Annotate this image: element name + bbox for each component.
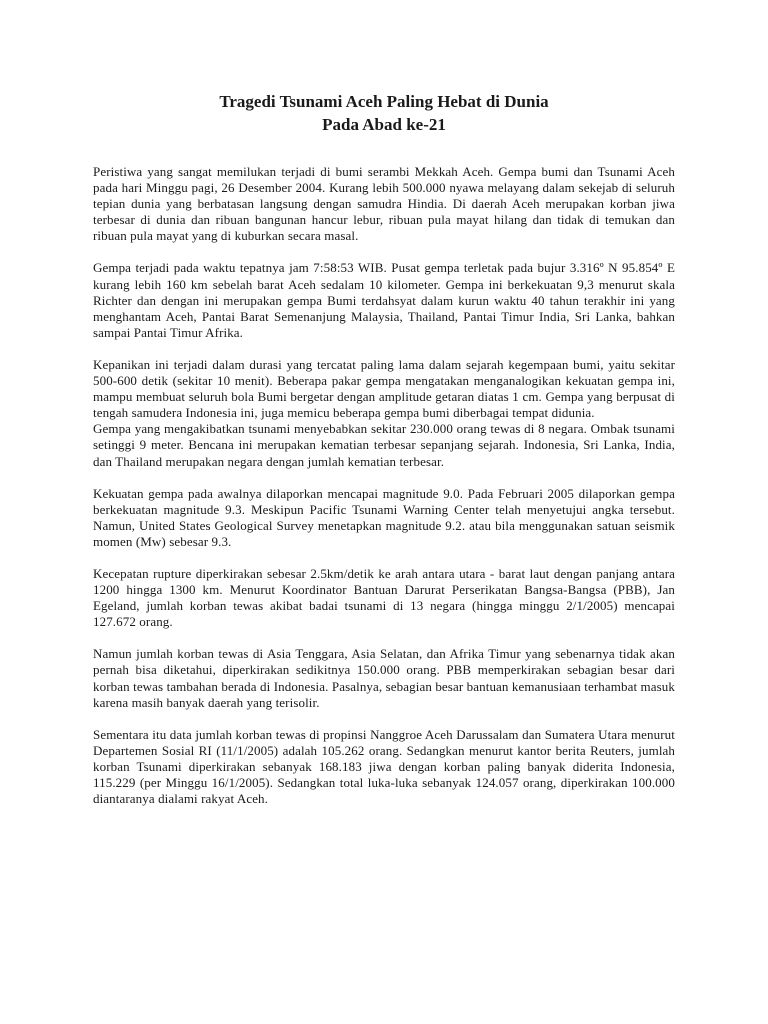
paragraph-2: Gempa terjadi pada waktu tepatnya jam 7:58:53 WIB. Pusat gempa terletak pada bujur 3.316º N 95.854º E kurang lebih 160 km sebelah barat Aceh sedalam 10 kilometer. Gempa ini berkekuatan 9,3 menurut skala Richter dan dengan ini merupakan gempa Bumi terdahsyat dalam kurun waktu 40 tahun terakhir ini yang menghantam Aceh, Pantai Barat Semenanjung Malaysia, Thailand, Pantai Timur India, Sri Lanka, bahkan sampai Pantai Timur Afrika.	[93, 260, 675, 340]
title-line-2: Pada Abad ke-21	[322, 115, 446, 134]
document-page	[93, 90, 675, 823]
paragraph-4: Gempa yang mengakibatkan tsunami menyebabkan sekitar 230.000 orang tewas di 8 negara. Ombak tsunami setinggi 9 meter. Bencana ini merupakan kematian terbesar sepanjang sejarah. Indonesia, Sri Lanka, India, dan Thailand merupakan negara dengan jumlah kematian terbesar.	[93, 421, 675, 469]
paragraph-3: Kepanikan ini terjadi dalam durasi yang tercatat paling lama dalam sejarah kegempaan bumi, yaitu sekitar 500-600 detik (sekitar 10 menit). Beberapa pakar gempa mengatakan menganalogikan kekuatan gempa ini, mampu membuat seluruh bola Bumi bergetar dengan amplitude getaran diatas 1 cm. Gempa yang berpusat di tengah samudera Indonesia ini, juga memicu beberapa gempa bumi diberbagai tempat didunia.	[93, 356, 675, 421]
paragraph-5: Kekuatan gempa pada awalnya dilaporkan mencapai magnitude 9.0. Pada Februari 2005 dilaporkan gempa berkekuatan magnitude 9.3. Meskipun Pacific Tsunami Warning Center telah menyetujui angka tersebut. Namun, United States Geological Survey menetapkan magnitude 9.2. atau bila menggunakan satuan seismik momen (Mw) sebesar 9.3.	[93, 485, 675, 549]
paragraph-6: Kecepatan rupture diperkirakan sebesar 2.5km/detik ke arah antara utara - barat laut dengan panjang antara 1200 hingga 1300 km. Menurut Koordinator Bantuan Darurat Perserikatan Bangsa-Bangsa (PBB), Jan Egeland, jumlah korban tewas akibat badai tsunami di 13 negara (hingga minggu 2/1/2005) mencapai 127.672 orang.	[93, 565, 675, 630]
paragraph-8: Sementara itu data jumlah korban tewas di propinsi Nanggroe Aceh Darussalam dan Sumatera Utara menurut Departemen Sosial RI (11/1/2005) adalah 105.262 orang. Sedangkan menurut kantor berita Reuters, jumlah korban Tsunami diperkirakan sebanyak 168.183 jiwa dengan korban paling banyak diderita Indonesia, 115.229 (per Minggu 16/1/2005). Sedangkan total luka-luka sebanyak 124.057 orang, diperkirakan 100.000 diantaranya dialami rakyat Aceh.	[93, 726, 675, 807]
paragraph-7: Namun jumlah korban tewas di Asia Tenggara, Asia Selatan, dan Afrika Timur yang sebenarnya tidak akan pernah bisa diketahui, diperkirakan sedikitnya 150.000 orang. PBB memperkirakan sebagian besar dari korban tewas tambahan berada di Indonesia. Pasalnya, sebagian besar bantuan kemanusiaan terhambat masuk karena masih banyak daerah yang terisolir.	[93, 646, 675, 710]
document-title	[93, 90, 675, 136]
title-line-1: Tragedi Tsunami Aceh Paling Hebat di Dunia	[219, 92, 549, 111]
paragraph-1: Peristiwa yang sangat memilukan terjadi di bumi serambi Mekkah Aceh. Gempa bumi dan Tsunami Aceh pada hari Minggu pagi, 26 Desember 2004. Kurang lebih 500.000 nyawa melayang dalam sekejab di seluruh tepian dunia yang berbatasan langsung dengan samudra Hindia. Di daerah Aceh merupakan korban jiwa terbesar di dunia dan ribuan bangunan hancur lebur, ribuan pula mayat hilang dan tidak di temukan dan ribuan pula mayat yang di kuburkan secara masal.	[93, 164, 675, 244]
